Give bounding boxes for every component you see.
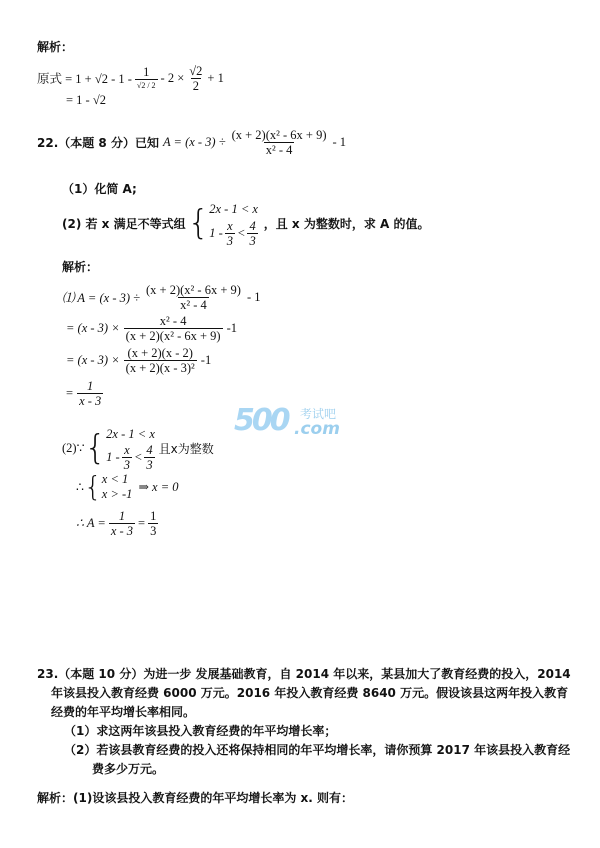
q22-p2-ineq2-frac2-num: 4: [146, 442, 153, 457]
q22-p2-therefore-sym: ∴: [76, 480, 84, 494]
q23-item2b: 费多少万元。: [92, 762, 165, 776]
q22-step2-den: (x + 2)(x² - 6x + 9): [125, 328, 221, 343]
q22-p2-ineq2: [106, 443, 156, 472]
q22-ineq2-mid: <: [237, 225, 246, 240]
q22-step1: [62, 282, 260, 312]
q22-p2-final-frac2: [148, 509, 158, 538]
q22-p2-final-frac1: [109, 509, 135, 538]
q22-ineq2-frac1-den: 3: [226, 233, 234, 248]
q22-ineq2-frac1: [225, 219, 235, 248]
q22-step1-num: (x + 2)(x² - 6x + 9): [146, 282, 241, 297]
q22-A-frac: [230, 128, 329, 157]
q22-p2-ineq2-frac1-den: 3: [123, 457, 130, 472]
q22-p2-prefix: (2)∵: [62, 441, 85, 455]
q22-step2-tail: -1: [226, 320, 237, 335]
q22-step3-num: (x + 2)(x - 2): [127, 345, 193, 360]
q22-ineq2: [209, 219, 259, 248]
q22-step3-tail: -1: [200, 352, 212, 367]
q22-sol-heading: 解析：: [62, 260, 99, 274]
q22-A-frac-den: x² - 4: [265, 142, 293, 157]
intro-line1: [37, 60, 224, 96]
q23-line1: 23.（本题 10 分）为进一步 发展基础教育，自 2014 年以来，某县加大了教育经费的投入，2014: [37, 667, 571, 681]
q22-p2-ineq2-lhs: 1 -: [106, 449, 120, 464]
q22-p2-ineq2-frac2-den: 3: [146, 457, 153, 472]
q22-p2-brace2: {: [83, 470, 102, 503]
q22-A-lhs: A = (x - 3) ÷: [162, 134, 226, 149]
q22-part2-prefix: (2) 若 x 满足不等式组: [62, 216, 186, 231]
q22-part1: （1）化简 A;: [62, 182, 137, 196]
q22-p2-final-eq: =: [138, 515, 146, 530]
watermark-com: .com: [294, 419, 340, 439]
q22-label: 22.（本题 8 分）已知: [37, 135, 159, 150]
q22-step1-prefix: ⑴ A = (x - 3) ÷: [62, 291, 141, 305]
q22-step4-num: 1: [87, 378, 94, 393]
q22-brace: {: [187, 203, 210, 243]
q22-p2-system: [62, 424, 214, 472]
q23-item2a: （2）若该县教育经费的投入还将保持相同的年平均增长率，请你预算 2017 年该县投入教育经: [64, 743, 571, 757]
intro-frac2-den: 2: [192, 78, 199, 93]
q22-p2-final-num2: 1: [150, 508, 157, 523]
intro-line1-lhs: 原式 = 1 + √2 - 1 -: [37, 72, 132, 86]
q23-answer: 解析：(1)设该县投入教育经费的年平均增长率为 x. 则有：: [37, 791, 353, 805]
q22-A-frac-num: (x + 2)(x² - 6x + 9): [231, 127, 327, 142]
q22-p2-result: ⇒ x = 0: [138, 480, 179, 494]
q22-ineq2-frac2: [247, 219, 257, 248]
q22-p2-therefore: [76, 470, 179, 504]
q22-p2-ineq2-frac1: [122, 443, 132, 472]
q22-ineq1: 2x - 1 < x: [209, 201, 258, 216]
q22-system: [209, 199, 259, 248]
q22-step4: [66, 378, 107, 408]
q22-p2-suffix: 且x为整数: [158, 441, 214, 456]
intro-heading: 解析：: [37, 40, 74, 54]
intro-frac2-num: √2: [189, 63, 203, 78]
q22-ineq2-lhs: 1 -: [209, 225, 223, 240]
q22-step3-prefix: = (x - 3) ×: [66, 352, 120, 367]
q22-step2-prefix: = (x - 3) ×: [66, 320, 120, 335]
watermark-cn: 考试吧: [300, 407, 337, 421]
q22-step1-den: x² - 4: [180, 297, 207, 312]
q22-step3-frac: [124, 346, 197, 375]
q22-A-tail: - 1: [332, 134, 347, 149]
q22-step1-frac: [144, 283, 243, 312]
q22-step3: [66, 345, 211, 375]
q22-step2: [66, 313, 237, 343]
q22-p2-sys1: x < 1: [101, 472, 129, 486]
q22-step2-frac: [124, 314, 223, 343]
q22-step1-tail: - 1: [246, 289, 261, 304]
watermark-logo: [234, 403, 368, 443]
q22-p2-sys: [102, 472, 133, 502]
q22-p2-ineqs: [106, 425, 156, 472]
q22-ineq2-frac2-num: 4: [249, 218, 256, 233]
q22-p2-sys2: x > -1: [101, 487, 133, 501]
intro-line1-tail: + 1: [207, 70, 224, 85]
intro-line2: = 1 - √2: [66, 93, 106, 107]
intro-frac1-num: 1: [143, 65, 150, 79]
q22-p2-final: [76, 508, 161, 538]
q22-p2-ineq2-frac1-num: x: [124, 442, 130, 457]
q22-p2-brace: {: [84, 428, 107, 468]
q22-p2-final-num: 1: [118, 508, 126, 523]
q22-p2-ineq2-frac2: [144, 443, 154, 472]
q22-step4-den: x - 3: [79, 393, 102, 408]
q22-p2-final-den: x - 3: [110, 523, 134, 538]
q22-p2-final-den2: 3: [150, 523, 157, 538]
q22-p2-ineq1: 2x - 1 < x: [106, 426, 155, 441]
q22-step4-frac: [77, 379, 103, 408]
intro-frac1-den: √2 / 2: [136, 81, 156, 90]
intro-frac1: [135, 65, 158, 91]
q22-p2-ineq2-mid: <: [133, 449, 143, 464]
q23-line3: 经费的年平均增长率相同。: [51, 705, 196, 719]
q22-ineq2-frac2-den: 3: [249, 233, 256, 248]
q22-part2-suffix: ，且 x 为整数时，求 A 的值。: [263, 216, 430, 231]
q22-step4-prefix: =: [66, 385, 74, 400]
q22-ineq2-frac1-num: x: [227, 218, 233, 233]
q22-part2: [62, 198, 429, 248]
watermark-number: 500: [234, 403, 288, 438]
q22-stem: [37, 124, 346, 160]
q22-p2-final-prefix: ∴ A =: [76, 516, 106, 530]
intro-frac2: [187, 64, 204, 93]
intro-line1-mid: - 2 ×: [160, 70, 185, 85]
q22-step2-num: x² - 4: [159, 313, 187, 328]
q23-item1: （1）求这两年该县投入教育经费的年平均增长率；: [64, 724, 337, 738]
q22-step3-den: (x + 2)(x - 3)²: [125, 360, 195, 375]
q23-line2: 年该县投入教育经费 6000 万元。2016 年投入教育经费 8640 万元。假设该县这两年投入教育: [51, 686, 569, 700]
